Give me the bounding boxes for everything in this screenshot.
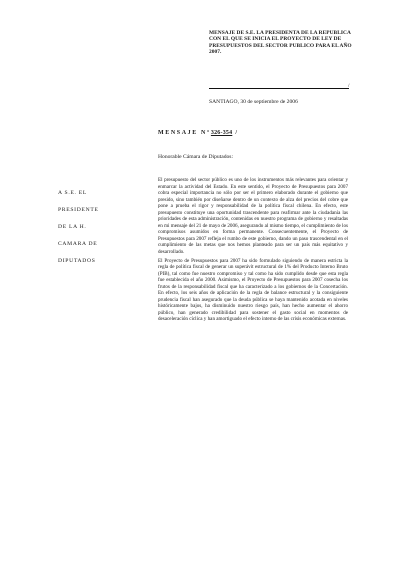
sidebar-line: DIPUTADOS — [58, 258, 96, 264]
sidebar-line: A S.E. EL — [58, 190, 87, 196]
recipient-sidebar — [58, 190, 126, 275]
message-number-label: MENSAJE N° — [158, 130, 211, 136]
sidebar-line: PRESIDENTE — [58, 207, 99, 213]
body-paragraph: El presupuesto del sector público es uno de los instrumentos más relevantes para orientar y enmarcar la actividad del Estado. En este sentido, el Proyecto de Presupuestos para 2007 cobra especial importancia no sólo por ser el primero elaborado durante el gobierno que presido, sino también por diseñarse dentro de un contexto de alza del precios del cobre que pone a prueba el rigor y responsabilidad de la política fiscal chilena. En efecto, este presupuesto constituye una oportunidad trascendente para reafirmar ante la ciudadanía las prioridades de esta administración, contenidas en nuestro programa de gobierno y resaltadas en mi mensaje del 21 de mayo de 2006, asegurando al mismo tiempo, el cumplimiento de los compromisos asumidos en forma permanente. Consecuentemente, el Proyecto de Presupuestos para 2007 refleja el rumbo de este gobierno, dando un paso trascendental en el cumplimiento de las metas que nos hemos planteado para ser un país más equitativo y desarrollado. — [158, 177, 348, 256]
addressee: Honorable Cámara de Diputados: — [158, 154, 234, 160]
dateline: SANTIAGO, 30 de septiembre de 2006 — [209, 99, 298, 105]
body-paragraph: El Proyecto de Presupuestos para 2007 ha sido formulado siguiendo de manera estricta la regla de política fiscal de generar un superávit estructural de 1% del Producto Interno Bruto (PIB), tal como fue nuestro compromiso y tal como ha sido cumplido desde que esta regla fue establecida el año 2000. Asimismo, el Proyecto de Presupuestos para 2007 cosecha los frutos de la responsabilidad fiscal que ha caracterizado a los gobiernos de la Concertación. En efecto, los seis años de aplicación de la regla de balance estructural y la consiguiente prudencia fiscal han asegurado que la deuda pública se haya mantenido acotada en niveles históricamente bajos, ha disminuido nuestro riesgo país, han hecho aumentar el ahorro público, han generado credibilidad para sostener el gasto social en momentos de desaceleración cíclica y han amortiguado el efecto interno de las crisis económicas externas. — [158, 257, 348, 323]
title-underline-mark: / — [348, 83, 350, 89]
message-number-slash: / — [235, 130, 238, 136]
message-body — [158, 177, 348, 325]
title-underline — [209, 88, 349, 89]
sidebar-line: DE LA H. — [58, 224, 87, 230]
message-number: 326-354 — [210, 130, 233, 136]
message-number-line — [158, 130, 298, 137]
message-title: MENSAJE DE S.E. LA PRESIDENTA DE LA REPUBLICA CON EL QUE SE INICIA EL PROYECTO DE LEY DE PRESUPUESTOS DEL SECTOR PUBLICO PARA EL AÑO 2007. — [209, 30, 352, 56]
sidebar-line: CAMARA DE — [58, 241, 98, 247]
